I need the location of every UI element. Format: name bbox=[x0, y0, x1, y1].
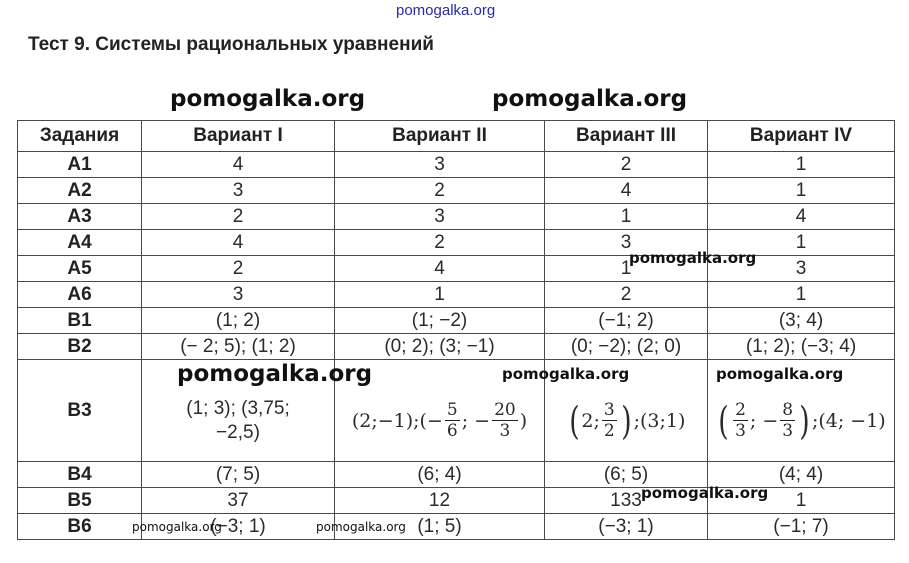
row-label: А3 bbox=[18, 204, 142, 230]
watermark-row-b5: pomogalka.org bbox=[641, 484, 769, 502]
header-variant-4: Вариант IV bbox=[708, 121, 895, 152]
row-label: В5 bbox=[18, 488, 142, 514]
b3-v3-expression bbox=[567, 380, 686, 441]
header-tasks: Задания bbox=[18, 121, 142, 152]
cell: 2 bbox=[335, 230, 545, 256]
table-row bbox=[18, 256, 895, 282]
numerator: 8 bbox=[782, 400, 794, 420]
b3-v2-suffix: ) bbox=[519, 409, 528, 432]
watermark-b3-left: pomogalka.org bbox=[177, 361, 373, 387]
b3-v4-suffix: ;(4; −1) bbox=[811, 409, 886, 432]
row-label: А2 bbox=[18, 178, 142, 204]
cell: 2 bbox=[545, 152, 708, 178]
cell: (−1; 7) bbox=[708, 514, 895, 540]
fraction bbox=[602, 400, 617, 441]
row-label: В1 bbox=[18, 308, 142, 334]
cell: 1 bbox=[708, 178, 895, 204]
cell: 133 bbox=[545, 488, 708, 514]
cell: 3 bbox=[545, 230, 708, 256]
table-row bbox=[18, 230, 895, 256]
table-row bbox=[18, 308, 895, 334]
fraction bbox=[492, 400, 518, 441]
page-title: Тест 9. Системы рациональных уравнений bbox=[28, 34, 434, 55]
cell: (−3; 1) bbox=[545, 514, 708, 540]
answers-table bbox=[17, 120, 895, 540]
numerator: 2 bbox=[735, 400, 746, 420]
row-label: В3 bbox=[18, 360, 142, 462]
b3-v1-line1: (1; 3); (3,75; bbox=[186, 397, 290, 419]
watermark-b3-mid: pomogalka.org bbox=[502, 365, 630, 383]
table-row bbox=[18, 282, 895, 308]
cell: 12 bbox=[335, 488, 545, 514]
watermark-top: pomogalka.org bbox=[396, 2, 496, 19]
table-row bbox=[18, 204, 895, 230]
fraction bbox=[780, 400, 795, 441]
cell: (7; 5) bbox=[142, 462, 335, 488]
numerator: 5 bbox=[446, 400, 458, 420]
denominator: 6 bbox=[446, 421, 458, 441]
watermark-b6-mid: pomogalka.org bbox=[316, 520, 406, 534]
cell: (0; −2); (2; 0) bbox=[545, 334, 708, 360]
cell: 2 bbox=[545, 282, 708, 308]
cell: 3 bbox=[335, 152, 545, 178]
cell: 1 bbox=[708, 230, 895, 256]
cell: 2 bbox=[142, 204, 335, 230]
header-row bbox=[18, 121, 895, 152]
table-row bbox=[18, 178, 895, 204]
b3-v4-expression bbox=[716, 380, 885, 441]
row-label: А1 bbox=[18, 152, 142, 178]
numerator: 20 bbox=[494, 400, 516, 420]
table-row bbox=[18, 152, 895, 178]
cell: (1; 2); (−3; 4) bbox=[708, 334, 895, 360]
cell: (1; 5) bbox=[335, 514, 545, 540]
cell: 1 bbox=[335, 282, 545, 308]
b3-v2-prefix: (2;−1);(− bbox=[351, 409, 443, 432]
cell: 4 bbox=[335, 256, 545, 282]
row-label: А5 bbox=[18, 256, 142, 282]
cell: (1; 2) bbox=[142, 308, 335, 334]
cell: (1; −2) bbox=[335, 308, 545, 334]
row-label: А6 bbox=[18, 282, 142, 308]
denominator: 3 bbox=[782, 421, 794, 441]
cell: 4 bbox=[142, 152, 335, 178]
b3-v1-line2: −2,5) bbox=[216, 421, 260, 443]
left-paren: ( bbox=[568, 398, 580, 443]
fraction bbox=[733, 400, 748, 441]
cell: 4 bbox=[142, 230, 335, 256]
cell: 4 bbox=[708, 204, 895, 230]
b3-v3-suffix: ;(3;1) bbox=[633, 409, 686, 432]
cell: (4; 4) bbox=[708, 462, 895, 488]
b3-v4-sep: ; − bbox=[749, 409, 779, 432]
watermark-row-a5: pomogalka.org bbox=[629, 249, 757, 267]
cell: 3 bbox=[142, 178, 335, 204]
cell: 3 bbox=[142, 282, 335, 308]
watermark-header-right: pomogalka.org bbox=[492, 86, 688, 112]
right-paren: ) bbox=[799, 398, 810, 443]
cell: 4 bbox=[545, 178, 708, 204]
cell: 2 bbox=[335, 178, 545, 204]
row-label: В4 bbox=[18, 462, 142, 488]
row-label: В6 bbox=[18, 514, 142, 540]
cell: 1 bbox=[708, 282, 895, 308]
row-label: А4 bbox=[18, 230, 142, 256]
cell: (− 2; 5); (1; 2) bbox=[142, 334, 335, 360]
denominator: 2 bbox=[603, 421, 615, 441]
denominator: 3 bbox=[735, 421, 746, 441]
b3-v3-prefix: 2; bbox=[581, 409, 600, 432]
cell: 1 bbox=[545, 256, 708, 282]
header-variant-1: Вариант I bbox=[142, 121, 335, 152]
cell: 1 bbox=[708, 152, 895, 178]
row-label: В2 bbox=[18, 334, 142, 360]
cell: (3; 4) bbox=[708, 308, 895, 334]
cell: (6; 4) bbox=[335, 462, 545, 488]
table-row bbox=[18, 334, 895, 360]
cell: 1 bbox=[708, 488, 895, 514]
b3-v2-expression bbox=[352, 380, 527, 441]
cell: 3 bbox=[708, 256, 895, 282]
header-variant-3: Вариант III bbox=[545, 121, 708, 152]
cell: (6; 5) bbox=[545, 462, 708, 488]
right-paren: ) bbox=[620, 398, 632, 443]
cell: (0; 2); (3; −1) bbox=[335, 334, 545, 360]
cell: (−1; 2) bbox=[545, 308, 708, 334]
watermark-b6-left: pomogalka.org bbox=[132, 520, 222, 534]
header-variant-2: Вариант II bbox=[335, 121, 545, 152]
cell: 1 bbox=[545, 204, 708, 230]
cell: 2 bbox=[142, 256, 335, 282]
fraction bbox=[445, 400, 460, 441]
numerator: 3 bbox=[603, 400, 615, 420]
denominator: 3 bbox=[499, 421, 511, 441]
cell: 3 bbox=[335, 204, 545, 230]
b3-v2-sep: ; − bbox=[461, 409, 491, 432]
left-paren: ( bbox=[718, 398, 729, 443]
cell: (−3; 1) bbox=[142, 514, 335, 540]
watermark-b3-right: pomogalka.org bbox=[716, 365, 844, 383]
cell: 37 bbox=[142, 488, 335, 514]
watermark-header-left: pomogalka.org bbox=[170, 86, 366, 112]
